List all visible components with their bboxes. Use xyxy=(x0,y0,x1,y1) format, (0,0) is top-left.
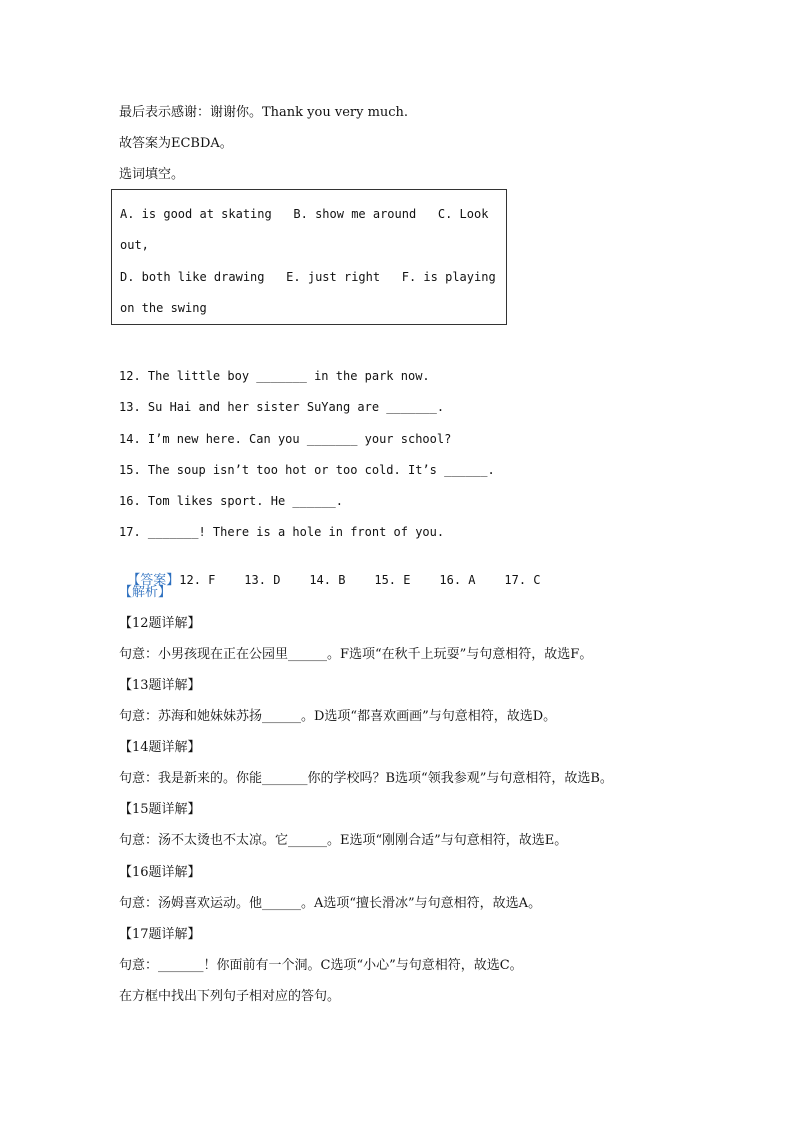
question-13: 13. Su Hai and her sister SuYang are _______. xyxy=(119,400,445,414)
detail-16-heading: 【16题详解】 xyxy=(119,865,201,880)
intro-line-thanks: 最后表示感谢：谢谢你。Thank you very much. xyxy=(119,105,409,120)
detail-13-heading: 【13题详解】 xyxy=(119,678,201,693)
detail-13-text: 句意：苏海和她妹妹苏扬______。D选项“都喜欢画画”与句意相符，故选D。 xyxy=(119,709,557,724)
detail-17-text: 句意：_______！你面前有一个洞。C选项“小心”与句意相符，故选C。 xyxy=(119,958,523,973)
detail-14-heading: 【14题详解】 xyxy=(119,740,201,755)
options-line-3: D. both like drawing E. just right F. is playing xyxy=(120,270,496,284)
question-14: 14. I’m new here. Can you _______ your school? xyxy=(119,432,452,446)
question-16: 16. Tom likes sport. He ______. xyxy=(119,494,343,508)
answer-label: 【答案】 xyxy=(127,573,180,588)
detail-12-text: 句意：小男孩现在正在公园里______。F选项“在秋千上玩耍”与句意相符，故选F。 xyxy=(119,647,593,662)
options-line-1: A. is good at skating B. show me around C. Look xyxy=(120,207,489,221)
detail-14-text: 句意：我是新来的。你能_______你的学校吗？B选项“领我参观”与句意相符，故选B。 xyxy=(119,771,613,786)
detail-15-heading: 【15题详解】 xyxy=(119,802,201,817)
detail-12-heading: 【12题详解】 xyxy=(119,616,201,631)
intro-line-answer: 故答案为ECBDA。 xyxy=(119,136,233,151)
detail-16-text: 句意：汤姆喜欢运动。他______。A选项“擅长滑冰”与句意相符，故选A。 xyxy=(119,896,542,911)
question-17: 17. _______! There is a hole in front of you. xyxy=(119,525,445,539)
options-line-4: on the swing xyxy=(120,301,207,315)
analysis-label: 【解析】 xyxy=(119,585,172,600)
question-12: 12. The little boy _______ in the park now. xyxy=(119,369,430,383)
detail-17-heading: 【17题详解】 xyxy=(119,927,201,942)
section-title: 选词填空。 xyxy=(119,167,185,182)
answer-text: 12. F 13. D 14. B 15. E 16. A 17. C xyxy=(179,573,541,587)
question-15: 15. The soup isn’t too hot or too cold. It’s ______. xyxy=(119,463,495,477)
answer-line xyxy=(119,553,541,590)
options-line-2: out, xyxy=(120,238,149,252)
footer-instruction: 在方框中找出下列句子相对应的答句。 xyxy=(119,989,341,1004)
options-box xyxy=(111,189,507,325)
detail-15-text: 句意：汤不太烫也不太凉。它______。E选项“刚刚合适”与句意相符，故选E。 xyxy=(119,833,568,848)
